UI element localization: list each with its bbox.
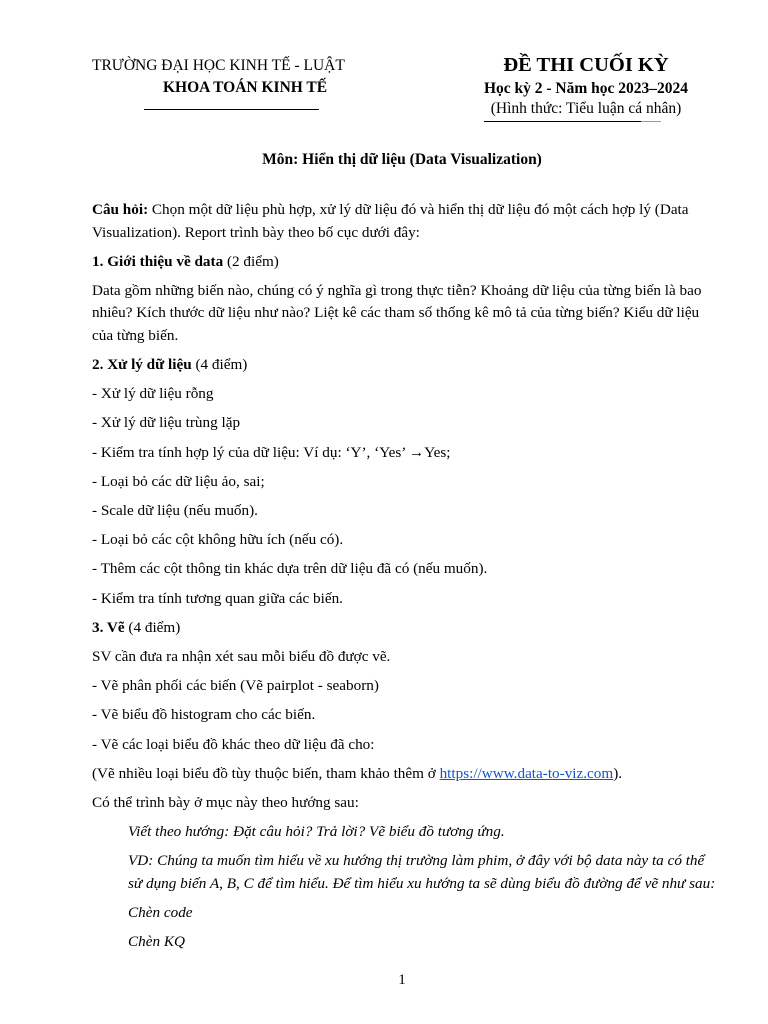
question-text: Chọn một dữ liệu phù hợp, xử lý dữ liệu đó và hiển thị dữ liệu đó một cách hợp lý (Data Visualization). Report trình bày theo bố cục dưới đây: (92, 201, 689, 241)
section-2-item: - Xử lý dữ liệu trùng lặp (92, 414, 241, 432)
section-2-item: - Loại bỏ các dữ liệu ảo, sai; (92, 472, 265, 490)
section-3-intro: SV cần đưa ra nhận xét sau mỗi biểu đồ được vẽ. (92, 647, 391, 665)
document-body (92, 199, 718, 960)
semester-line: Học kỳ 2 - Năm học 2023–2024 (483, 80, 689, 97)
page-number: 1 (398, 972, 406, 988)
section-3-item: - Vẽ phân phối các biến (Vẽ pairplot - seaborn) (92, 677, 379, 695)
section-1-text: Data gồm những biến nào, chúng có ý nghĩa gì trong thực tiễn? Khoảng dữ liệu của từng biến là bao nhiêu? Kích thước dữ liệu như nào? Liệt kê các tham số thống kê mô tả của từng biến? Kiểu dữ liệu của từng biến. (92, 281, 702, 344)
university-name: TRƯỜNG ĐẠI HỌC KINH TẾ - LUẬT (92, 57, 345, 74)
section-2-title: 2. Xử lý dữ liệu (92, 356, 192, 374)
question-paragraph (92, 199, 718, 244)
section-3-heading (92, 617, 718, 640)
header-right-rule-tail (641, 121, 661, 122)
header-left-rule (144, 109, 319, 110)
header-left (92, 55, 392, 99)
section-2-item: - Loại bỏ các cột không hữu ích (nếu có). (92, 531, 344, 549)
section-3-title: 3. Vẽ (92, 618, 125, 636)
section-2-item: - Kiểm tra tính tương quan giữa các biến. (92, 589, 343, 607)
guide-italic-line: Viết theo hướng: Đặt câu hỏi? Trả lời? Vẽ biểu đồ tương ứng. (128, 823, 505, 841)
section-2-item: - Kiểm tra tính hợp lý của dữ liệu: Ví dụ: ‘Y’, ‘Yes’ →Yes; (92, 443, 451, 461)
guide-insert-result: Chèn KQ (128, 933, 185, 951)
section-3-item: - Vẽ biểu đồ histogram cho các biến. (92, 706, 316, 724)
section-1-heading (92, 251, 718, 274)
subject-title: Môn: Hiển thị dữ liệu (Data Visualization) (262, 151, 542, 168)
reference-suffix: ). (613, 764, 623, 782)
exam-format: (Hình thức: Tiểu luận cá nhân) (490, 100, 682, 117)
data-to-viz-link[interactable]: https://www.data-to-viz.com (439, 764, 614, 782)
section-2-item: - Scale dữ liệu (nếu muốn). (92, 502, 258, 519)
header-right (466, 52, 706, 118)
section-3-item: - Vẽ các loại biểu đồ khác theo dữ liệu đã cho: (92, 735, 375, 753)
header-right-rule (484, 121, 641, 122)
faculty-name: KHOA TOÁN KINH TẾ (163, 79, 328, 96)
section-1-points: (2 điểm) (223, 252, 279, 270)
section-2-item: - Thêm các cột thông tin khác dựa trên dữ liệu đã có (nếu muốn). (92, 560, 488, 578)
section-3-guide: Có thể trình bày ở mục này theo hướng sau: (92, 793, 359, 811)
section-3-reference (92, 763, 718, 786)
section-3-points: (4 điểm) (124, 618, 181, 636)
guide-insert-code: Chèn code (128, 903, 193, 921)
section-1-title: 1. Giới thiệu về data (92, 252, 224, 270)
guide-italic-example: VD: Chúng ta muốn tìm hiểu về xu hướng thị trường làm phim, ở đây với bộ data này ta có thể sử dụng biến A, B, C để tìm hiểu. Để tìm hiểu xu hướng ta sẽ dùng biểu đồ đường để vẽ như sau: (128, 852, 716, 892)
section-2-item: - Xử lý dữ liệu rỗng (92, 385, 214, 403)
section-2-points: (4 điểm) (191, 356, 248, 374)
reference-prefix: (Vẽ nhiều loại biểu đồ tùy thuộc biến, tham khảo thêm ở (92, 764, 440, 782)
question-label: Câu hỏi: (92, 201, 149, 218)
section-2-heading (92, 354, 718, 377)
exam-title: ĐỀ THI CUỐI KỲ (503, 54, 669, 76)
